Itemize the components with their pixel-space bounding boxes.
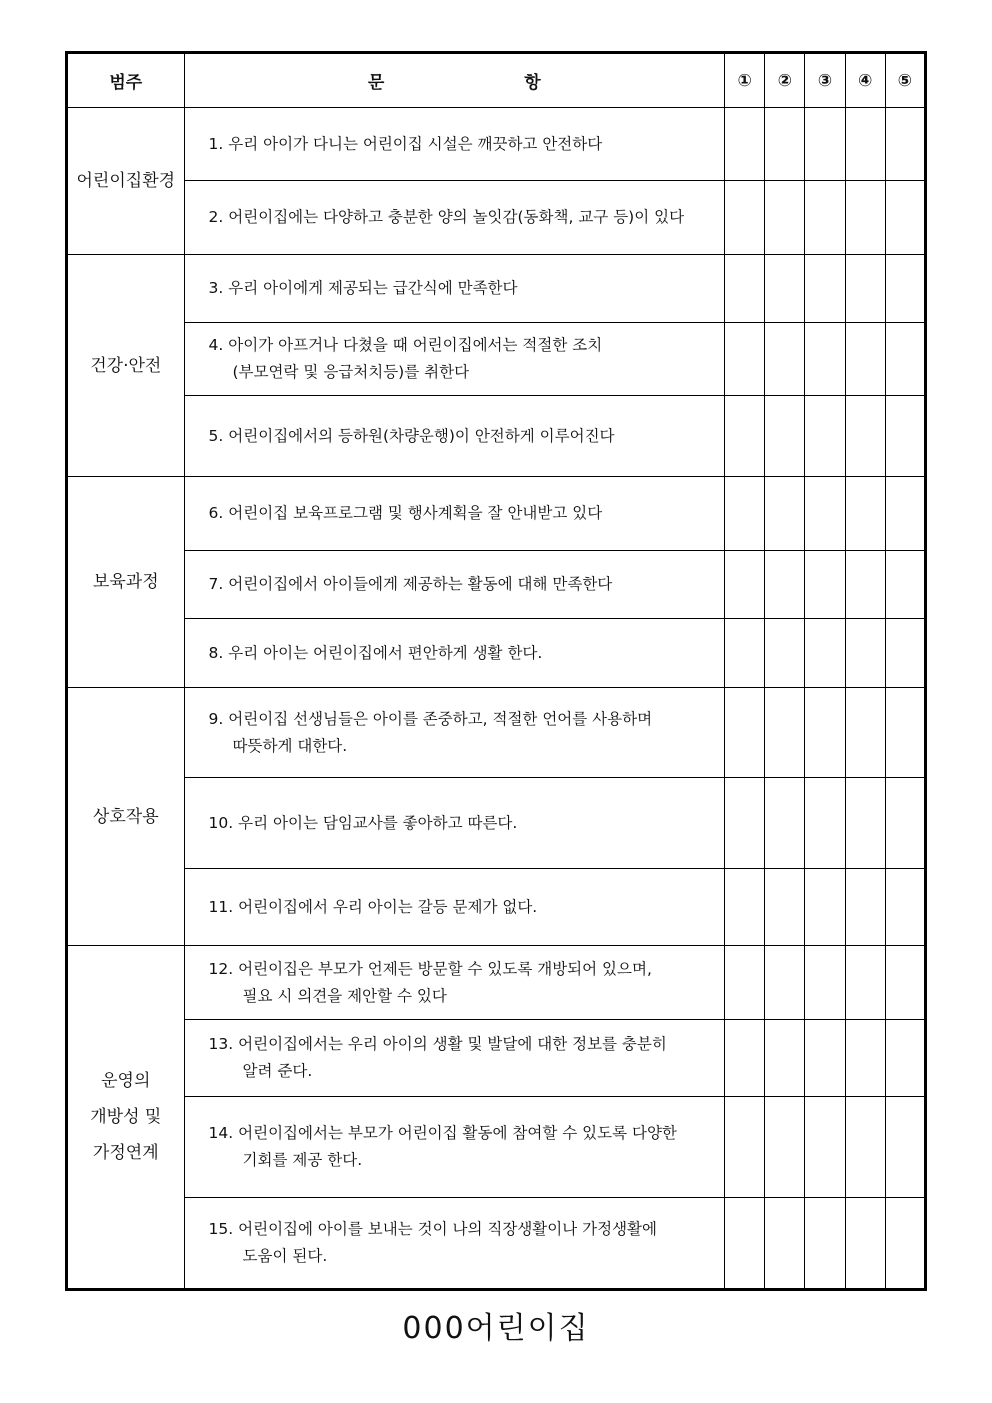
answer-cell-q14-4[interactable]	[845, 1097, 885, 1198]
answer-cell-q5-1[interactable]	[725, 396, 765, 477]
question-text: 어린이집에서 아이들에게 제공하는 활동에 대해 만족한다	[228, 575, 613, 593]
question-text: 어린이집 보육프로그램 및 행사계획을 잘 안내받고 있다	[228, 504, 603, 522]
question-row	[67, 869, 926, 946]
answer-cell-q3-2[interactable]	[765, 255, 805, 323]
question-5	[184, 396, 725, 477]
answer-cell-q14-5[interactable]	[885, 1097, 925, 1198]
answer-cell-q7-4[interactable]	[845, 551, 885, 619]
answer-cell-q4-3[interactable]	[805, 323, 845, 396]
answer-cell-q11-2[interactable]	[765, 869, 805, 946]
answer-cell-q4-5[interactable]	[885, 323, 925, 396]
answer-cell-q10-4[interactable]	[845, 778, 885, 869]
category-health-safety: 건강·안전	[67, 255, 185, 477]
question-1	[184, 108, 725, 181]
question-text-continued: 알려 준다.	[242, 1062, 313, 1080]
question-text: 우리 아이가 다니는 어린이집 시설은 깨끗하고 안전하다	[228, 134, 603, 153]
answer-cell-q3-1[interactable]	[725, 255, 765, 323]
category-header: 범주	[67, 53, 185, 108]
question-number: 13.	[208, 1035, 234, 1053]
question-number: 9.	[208, 709, 224, 728]
question-11	[184, 869, 725, 946]
answer-cell-q10-2[interactable]	[765, 778, 805, 869]
question-text-continued: (부모연락 및 응급처치등)를 취한다	[232, 363, 470, 381]
answer-cell-q15-1[interactable]	[725, 1198, 765, 1290]
answer-cell-q10-3[interactable]	[805, 778, 845, 869]
question-2	[184, 181, 725, 255]
answer-cell-q1-5[interactable]	[885, 108, 925, 181]
answer-cell-q12-2[interactable]	[765, 946, 805, 1020]
header-row	[67, 53, 926, 108]
answer-cell-q8-4[interactable]	[845, 619, 885, 688]
category-environment: 어린이집환경	[67, 108, 185, 255]
question-number: 1.	[208, 134, 224, 153]
answer-cell-q8-2[interactable]	[765, 619, 805, 688]
question-row	[67, 255, 926, 323]
question-row	[67, 688, 926, 778]
question-7	[184, 551, 725, 619]
answer-cell-q12-1[interactable]	[725, 946, 765, 1020]
answer-cell-q11-4[interactable]	[845, 869, 885, 946]
answer-cell-q7-1[interactable]	[725, 551, 765, 619]
question-3	[184, 255, 725, 323]
question-text: 어린이집은 부모가 언제든 방문할 수 있도록 개방되어 있으며,	[238, 959, 652, 978]
question-row	[67, 323, 926, 396]
question-number: 14.	[208, 1124, 234, 1142]
answer-cell-q12-4[interactable]	[845, 946, 885, 1020]
answer-cell-q10-5[interactable]	[885, 778, 925, 869]
answer-cell-q5-3[interactable]	[805, 396, 845, 477]
question-number: 4.	[208, 336, 224, 354]
answer-cell-q9-3[interactable]	[805, 688, 845, 778]
item-header-left: 문	[367, 73, 385, 93]
item-header	[184, 53, 725, 108]
answer-cell-q9-5[interactable]	[885, 688, 925, 778]
question-text: 어린이집에서의 등하원(차량운행)이 안전하게 이루어진다	[228, 426, 615, 445]
question-13	[184, 1020, 725, 1097]
answer-cell-q6-3[interactable]	[805, 477, 845, 551]
question-10	[184, 778, 725, 869]
question-number: 11.	[208, 897, 234, 916]
institution-name: 000어린이집	[402, 1311, 590, 1346]
question-number: 2.	[208, 208, 224, 226]
answer-cell-q15-2[interactable]	[765, 1198, 805, 1290]
answer-cell-q12-3[interactable]	[805, 946, 845, 1020]
item-header-right: 항	[524, 73, 541, 93]
answer-cell-q7-5[interactable]	[885, 551, 925, 619]
question-text: 우리 아이에게 제공되는 급간식에 만족한다	[228, 279, 518, 297]
question-row	[67, 181, 926, 255]
answer-cell-q2-4[interactable]	[845, 181, 885, 255]
answer-cell-q13-5[interactable]	[885, 1020, 925, 1097]
question-row	[67, 1198, 926, 1290]
answer-cell-q2-5[interactable]	[885, 181, 925, 255]
answer-cell-q3-4[interactable]	[845, 255, 885, 323]
question-text-continued: 필요 시 의견을 제안할 수 있다	[242, 986, 447, 1005]
answer-cell-q9-4[interactable]	[845, 688, 885, 778]
question-text-continued: 따뜻하게 대한다.	[232, 736, 348, 755]
question-text: 어린이집에서 우리 아이는 갈등 문제가 없다.	[238, 897, 538, 916]
question-text: 어린이집에서는 부모가 어린이집 활동에 참여할 수 있도록 다양한	[238, 1124, 677, 1142]
answer-cell-q5-5[interactable]	[885, 396, 925, 477]
answer-cell-q14-2[interactable]	[765, 1097, 805, 1198]
answer-cell-q13-3[interactable]	[805, 1020, 845, 1097]
answer-cell-q11-1[interactable]	[725, 869, 765, 946]
answer-cell-q6-4[interactable]	[845, 477, 885, 551]
question-text-continued: 도움이 된다.	[242, 1247, 328, 1265]
answer-cell-q2-2[interactable]	[765, 181, 805, 255]
answer-cell-q8-1[interactable]	[725, 619, 765, 688]
answer-cell-q4-2[interactable]	[765, 323, 805, 396]
choice-header-5: ⑤	[885, 53, 925, 108]
answer-cell-q3-3[interactable]	[805, 255, 845, 323]
answer-cell-q13-1[interactable]	[725, 1020, 765, 1097]
question-text: 아이가 아프거나 다쳤을 때 어린이집에서는 적절한 조치	[228, 336, 603, 354]
question-15	[184, 1198, 725, 1290]
question-text-continued: 기회를 제공 한다.	[242, 1151, 363, 1169]
question-number: 12.	[208, 959, 234, 978]
survey-table	[65, 51, 927, 1291]
question-4	[184, 323, 725, 396]
answer-cell-q14-3[interactable]	[805, 1097, 845, 1198]
choice-header-1: ①	[725, 53, 765, 108]
question-row	[67, 1097, 926, 1198]
question-number: 10.	[208, 813, 234, 832]
category-openness-line1: 운영의	[101, 1071, 151, 1091]
question-row	[67, 619, 926, 688]
question-6	[184, 477, 725, 551]
question-8	[184, 619, 725, 688]
answer-cell-q1-1[interactable]	[725, 108, 765, 181]
question-text: 어린이집에는 다양하고 충분한 양의 놀잇감(동화책, 교구 등)이 있다	[228, 208, 685, 226]
category-openness	[67, 946, 185, 1290]
question-row	[67, 946, 926, 1020]
answer-cell-q12-5[interactable]	[885, 946, 925, 1020]
choice-header-4: ④	[845, 53, 885, 108]
answer-cell-q6-5[interactable]	[885, 477, 925, 551]
answer-cell-q9-2[interactable]	[765, 688, 805, 778]
answer-cell-q2-3[interactable]	[805, 181, 845, 255]
question-number: 3.	[208, 279, 224, 297]
question-text: 어린이집에 아이를 보내는 것이 나의 직장생활이나 가정생활에	[238, 1220, 658, 1238]
question-row	[67, 477, 926, 551]
question-14	[184, 1097, 725, 1198]
answer-cell-q13-2[interactable]	[765, 1020, 805, 1097]
question-text: 우리 아이는 어린이집에서 편안하게 생활 한다.	[228, 643, 543, 662]
question-number: 7.	[208, 575, 224, 593]
question-number: 8.	[208, 643, 224, 662]
question-row	[67, 108, 926, 181]
answer-cell-q4-1[interactable]	[725, 323, 765, 396]
category-interaction: 상호작용	[67, 688, 185, 946]
answer-cell-q7-3[interactable]	[805, 551, 845, 619]
question-row	[67, 778, 926, 869]
question-row	[67, 1020, 926, 1097]
answer-cell-q15-5[interactable]	[885, 1198, 925, 1290]
answer-cell-q15-4[interactable]	[845, 1198, 885, 1290]
question-9	[184, 688, 725, 778]
choice-header-2: ②	[765, 53, 805, 108]
answer-cell-q7-2[interactable]	[765, 551, 805, 619]
question-number: 6.	[208, 504, 224, 522]
answer-cell-q8-5[interactable]	[885, 619, 925, 688]
question-number: 15.	[208, 1220, 234, 1238]
answer-cell-q5-4[interactable]	[845, 396, 885, 477]
answer-cell-q9-1[interactable]	[725, 688, 765, 778]
question-row	[67, 551, 926, 619]
answer-cell-q10-1[interactable]	[725, 778, 765, 869]
answer-cell-q13-4[interactable]	[845, 1020, 885, 1097]
answer-cell-q6-1[interactable]	[725, 477, 765, 551]
answer-cell-q15-3[interactable]	[805, 1198, 845, 1290]
answer-cell-q4-4[interactable]	[845, 323, 885, 396]
answer-cell-q3-5[interactable]	[885, 255, 925, 323]
answer-cell-q11-3[interactable]	[805, 869, 845, 946]
question-row	[67, 396, 926, 477]
answer-cell-q8-3[interactable]	[805, 619, 845, 688]
choice-header-3: ③	[805, 53, 845, 108]
answer-cell-q5-2[interactable]	[765, 396, 805, 477]
question-text: 우리 아이는 담임교사를 좋아하고 따른다.	[238, 813, 518, 832]
question-number: 5.	[208, 426, 224, 445]
answer-cell-q1-3[interactable]	[805, 108, 845, 181]
question-text: 어린이집 선생님들은 아이를 존중하고, 적절한 언어를 사용하며	[228, 709, 653, 728]
answer-cell-q1-4[interactable]	[845, 108, 885, 181]
answer-cell-q2-1[interactable]	[725, 181, 765, 255]
category-curriculum: 보육과정	[67, 477, 185, 688]
category-openness-line3: 가정연계	[92, 1143, 159, 1163]
question-12	[184, 946, 725, 1020]
answer-cell-q11-5[interactable]	[885, 869, 925, 946]
answer-cell-q6-2[interactable]	[765, 477, 805, 551]
answer-cell-q14-1[interactable]	[725, 1097, 765, 1198]
category-openness-line2: 개방성 및	[90, 1107, 162, 1127]
answer-cell-q1-2[interactable]	[765, 108, 805, 181]
question-text: 어린이집에서는 우리 아이의 생활 및 발달에 대한 정보를 충분히	[238, 1035, 667, 1053]
